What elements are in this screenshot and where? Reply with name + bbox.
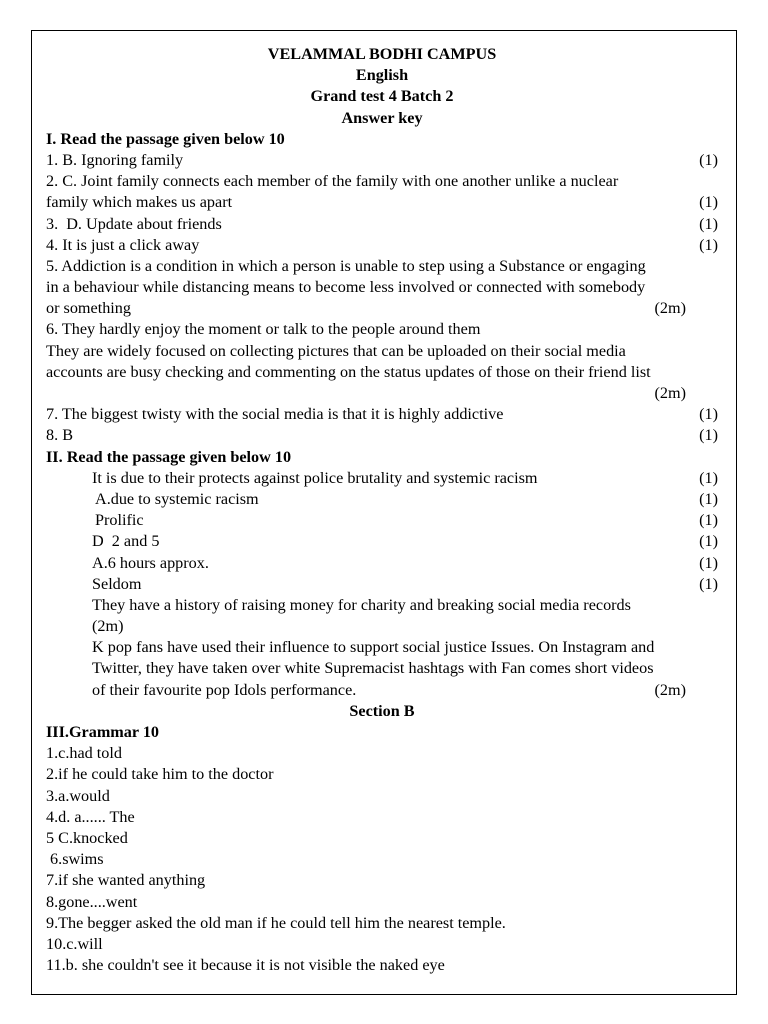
answer-q6-line1: 6. They hardly enjoy the moment or talk to the people around them <box>46 320 481 339</box>
marks: (2m) <box>654 384 686 402</box>
section-b-title: Section B <box>349 701 415 720</box>
marks: (1) <box>699 193 718 212</box>
answer-s2-6 <box>46 574 718 595</box>
answer-text: D 2 and 5 <box>92 532 160 551</box>
answer-text: 1. B. Ignoring family <box>46 150 184 169</box>
answer-s2-1 <box>46 468 718 489</box>
answer-q7 <box>46 404 718 425</box>
answer-q1 <box>46 150 718 171</box>
answer-q2-line1: 2. C. Joint family connects each member of the family with one another unlike a nuclear <box>46 172 619 191</box>
answer-text: Seldom <box>92 574 142 593</box>
answer-s2-4 <box>46 531 718 552</box>
grammar-answer-9: 9.The begger asked the old man if he could tell him the nearest temple. <box>46 913 506 932</box>
marks: (2m) <box>654 299 686 318</box>
answer-text: Prolific <box>95 511 144 530</box>
marks: (1) <box>699 532 718 551</box>
answer-q6-marks-line <box>46 383 718 404</box>
grammar-answer-10: 10.c.will <box>46 934 103 953</box>
answer-s2-8-line1: K pop fans have used their influence to support social justice Issues. On Instagram and <box>92 638 655 657</box>
school-name: VELAMMAL BODHI CAMPUS <box>267 45 497 63</box>
grammar-answer-2: 2.if he could take him to the doctor <box>46 765 274 784</box>
answer-q5-line1: 5. Addiction is a condition in which a person is unable to step using a Substance or engaging <box>46 256 646 275</box>
grammar-answer-1: 1.c.had told <box>46 744 122 763</box>
answer-text: 8. B <box>46 426 73 445</box>
marks: (1) <box>699 426 718 445</box>
answer-key-sheet <box>31 30 737 995</box>
answer-s2-5 <box>46 553 718 574</box>
answer-text: 4. It is just a click away <box>46 235 200 254</box>
answer-text: or something <box>46 299 131 318</box>
marks: (1) <box>699 405 718 424</box>
document-content <box>46 44 718 976</box>
answer-q5-line3 <box>46 298 718 319</box>
marks: (1) <box>699 468 718 487</box>
grammar-answer-7: 7.if she wanted anything <box>46 871 206 890</box>
answer-text: of their favourite pop Idols performance. <box>92 680 357 699</box>
answer-q2-line2 <box>46 192 718 213</box>
answer-s2-8-line3 <box>46 680 718 701</box>
grammar-answer-11: 11.b. she couldn't see it because it is not visible the naked eye <box>46 956 445 975</box>
section1-title: I. Read the passage given below 10 <box>46 129 285 148</box>
answer-s2-2 <box>46 489 718 510</box>
answer-q5-line2: in a behaviour while distancing means to become less involved or connected with somebody <box>46 278 646 297</box>
answer-q6-line2: They are widely focused on collecting pictures that can be uploaded on their social media <box>46 341 626 360</box>
grammar-answer-8: 8.gone....went <box>46 892 138 911</box>
marks: (2m) <box>654 680 686 699</box>
answer-text: A.6 hours approx. <box>92 553 209 572</box>
section2-title: II. Read the passage given below 10 <box>46 447 292 466</box>
document-type: Answer key <box>341 108 423 127</box>
marks: (1) <box>699 489 718 508</box>
marks: (1) <box>699 150 718 169</box>
answer-q6-line3: accounts are busy checking and commenting on the status updates of those on their friend list <box>46 362 651 381</box>
answer-q8 <box>46 425 718 446</box>
answer-s2-7-marks: (2m) <box>92 617 124 636</box>
marks: (1) <box>699 214 718 233</box>
answer-text: 7. The biggest twisty with the social media is that it is highly addictive <box>46 405 504 424</box>
marks: (1) <box>699 511 718 530</box>
answer-q3 <box>46 214 718 235</box>
answer-s2-3 <box>46 510 718 531</box>
grammar-answer-4: 4.d. a...... The <box>46 807 135 826</box>
answer-text: 3. D. Update about friends <box>46 214 222 233</box>
section3-title: III.Grammar 10 <box>46 723 160 741</box>
marks: (1) <box>699 574 718 593</box>
grammar-answer-3: 3.a.would <box>46 786 110 805</box>
answer-q4 <box>46 235 718 256</box>
answer-s2-7-line1: They have a history of raising money for charity and breaking social media records <box>92 595 631 614</box>
answer-text: It is due to their protects against police brutality and systemic racism <box>92 468 538 487</box>
marks: (1) <box>699 553 718 572</box>
marks: (1) <box>699 235 718 254</box>
answer-text: family which makes us apart <box>46 193 233 212</box>
answer-s2-8-line2: Twitter, they have taken over white Supremacist hashtags with Fan comes short videos <box>92 659 654 678</box>
grammar-answer-6: 6.swims <box>46 850 104 869</box>
test-name: Grand test 4 Batch 2 <box>310 87 454 106</box>
subject: English <box>355 66 409 85</box>
answer-text: A.due to systemic racism <box>95 489 259 508</box>
grammar-answer-5: 5 C.knocked <box>46 828 128 847</box>
